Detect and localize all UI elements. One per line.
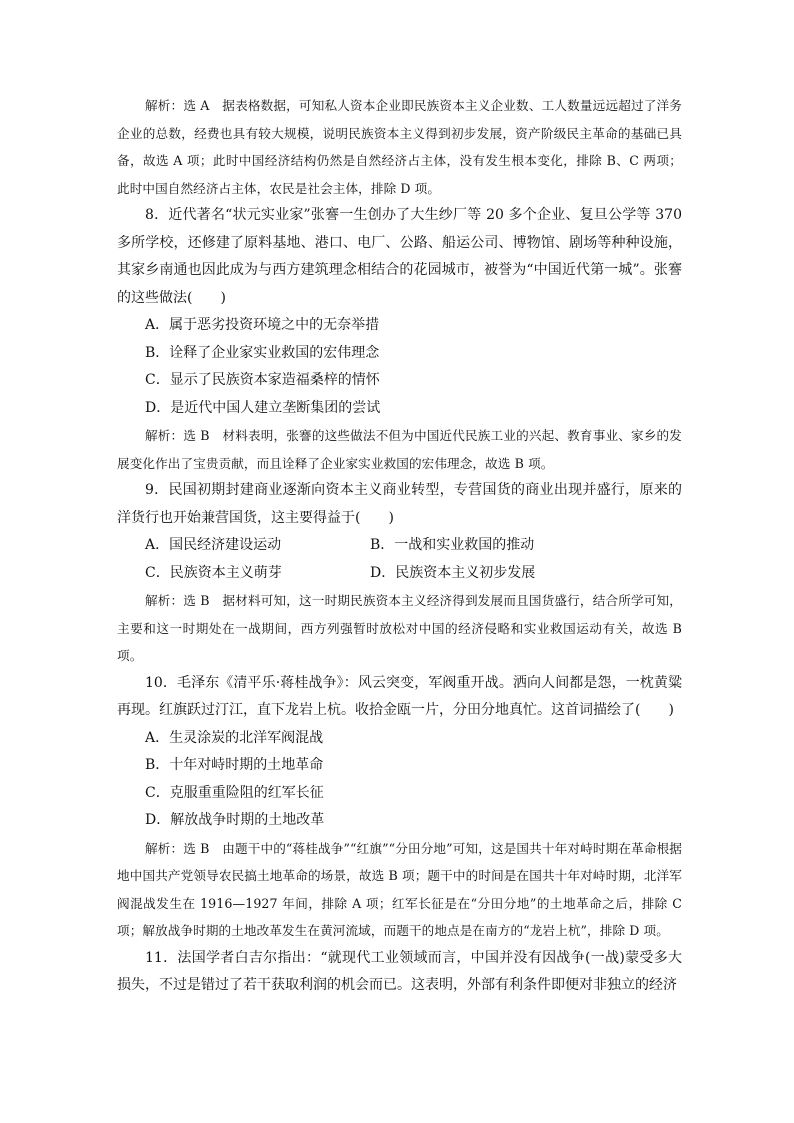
document-body (117, 92, 682, 1000)
analysis-paragraph: 解析：选 B 由题干中的“蒋桂战争”“红旗”“分田分地”可知，这是国共十年对峙时期在革命根据地中国共产党领导农民搞土地革命的场景，故选 B 项；题干中的时间是在国共十年对峙时期，北洋军阀混战发生在 1916—1927 年间，排除 A 项；红军长征是在“分田分地”的土地革命之后，排除 C 项；解放战争时期的土地改革发生在黄河流域，而题干的地点是在南方的“龙岩上杭”，排除 D 项。 (117, 840, 682, 938)
analysis-paragraph: 解析：选 A 据表格数据，可知私人资本企业即民族资本主义企业数、工人数量远远超过了洋务企业的总数，经费也具有较大规模，说明民族资本主义得到初步发展，资产阶级民主革命的基础已具备，故选 A 项；此时中国经济结构仍然是自然经济占主体，没有发生根本变化，排除 B、C 两项；此时中国自然经济占主体，农民是社会主体，排除 D 项。 (117, 98, 682, 196)
question-stem: 10．毛泽东《清平乐·蒋桂战争》：风云突变，军阀重开战。洒向人间都是怨，一枕黄粱再现。红旗跃过汀江，直下龙岩上杭。收拾金瓯一片，分田分地真忙。这首词描绘了( ) (117, 674, 682, 718)
option-row (117, 560, 682, 588)
question-stem: 9．民国初期封建商业逐渐向资本主义商业转型，专营国货的商业出现并盛行，原来的洋货行也开始兼营国货，这主要得益于( ) (117, 482, 682, 526)
option-text: D．民族资本主义初步发展 (370, 564, 536, 581)
analysis-paragraph: 解析：选 B 据材料可知，这一时期民族资本主义经济得到发展而且国货盛行，结合所学可知，主要和这一时期处在一战期间，西方列强暂时放松对中国的经济侵略和实业救国运动有关，故选 B 项。 (117, 593, 682, 663)
option-text: B．一战和实业救国的推动 (370, 537, 535, 553)
question-stem: 11．法国学者白吉尔指出：“就现代工业领域而言，中国并没有因战争(一战)蒙受多大损失，不过是错过了若干获取利润的机会而已。这表明，外部有利条件即便对非独立的经济 (117, 949, 682, 993)
option-row (117, 532, 682, 560)
option-text: D．解放战争时期的土地改革 (145, 812, 325, 828)
option-text: C．显示了民族资本家造福桑梓的情怀 (145, 372, 380, 388)
option-text: B．诠释了企业家实业救国的宏伟理念 (145, 344, 380, 361)
option-text: A．生灵涂炭的北洋军阀混战 (145, 729, 324, 746)
question-stem: 8．近代著名“状元实业家”张謇一生创办了大生纱厂等 20 多个企业、复旦公学等 370 多所学校，还修建了原料基地、港口、电厂、公路、船运公司、博物馆、剧场等种种设施，其家乡南通也因此成为与西方建筑理念相结合的花园城市，被誉为“中国近代第一城”。张謇的这些做法( ) (117, 207, 682, 306)
option-text: A．属于恶劣投资环境之中的无奈举措 (145, 317, 380, 333)
option-text: C．民族资本主义萌芽 (145, 564, 282, 581)
option-text: D．是近代中国人建立垄断集团的尝试 (145, 399, 381, 416)
option-text: B．十年对峙时期的土地革命 (145, 757, 324, 773)
option-text: C．克服重重险阻的红军长征 (145, 784, 324, 801)
analysis-paragraph: 解析：选 B 材料表明，张謇的这些做法不但为中国近代民族工业的兴起、教育事业、家乡的发展变化作出了宝贵贡献，而且诠释了企业家实业救国的宏伟理念，故选 B 项。 (117, 428, 682, 471)
option-text: A．国民经济建设运动 (145, 537, 282, 553)
